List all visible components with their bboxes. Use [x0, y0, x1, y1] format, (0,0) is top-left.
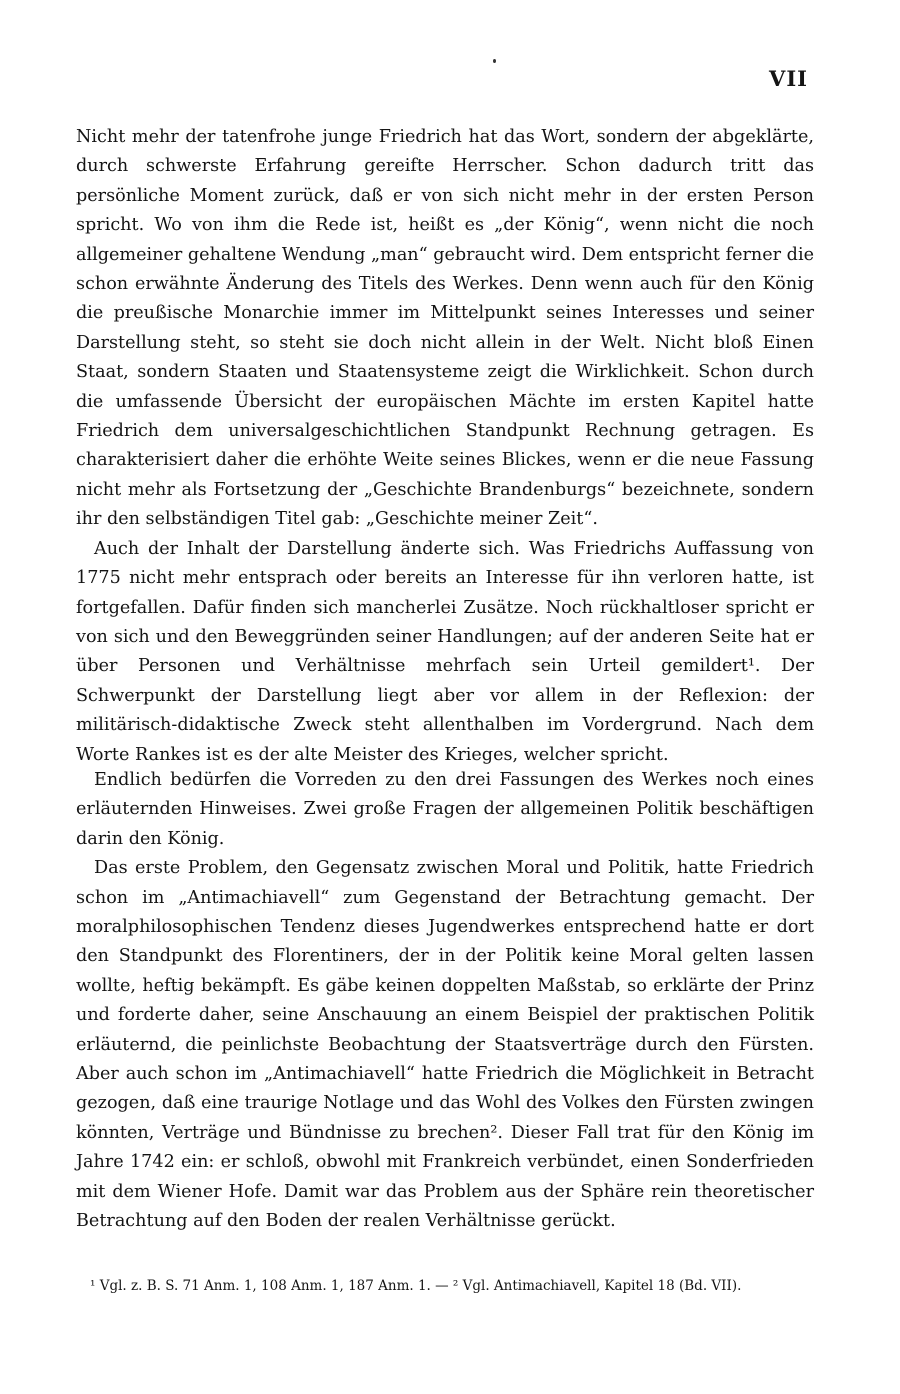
ink-speck	[493, 59, 496, 63]
paragraph: Das erste Problem, den Gegensatz zwischen Moral und Politik, hatte Friedrich schon im „Antimachiavell“ zum Gegenstand der Betrachtung gemacht. Der moralphilosophischen Tendenz dieses Jugendwerkes entsprechend hatte er dort den Standpunkt des Florentiners, der in der Politik keine Moral gelten lassen wollte, heftig bekämpft. Es gäbe keinen doppelten Maßstab, so erklärte der Prinz und forderte daher, seine Anschauung an einem Beispiel der praktischen Politik erläuternd, die peinlichste Beobachtung der Staatsverträge durch den Fürsten. Aber auch schon im „Antimachiavell“ hatte Friedrich die Möglichkeit in Betracht gezogen, daß eine traurige Notlage und das Wohl des Volkes den Fürsten zwingen könnten, Verträge und Bündnisse zu brechen². Dieser Fall trat für den König im Jahre 1742 ein: er schloß, obwohl mit Frankreich verbündet, einen Sonderfrieden mit dem Wiener Hofe. Damit war das Problem aus der Sphäre rein theoretischer Betrachtung auf den Boden der realen Verhältnisse gerückt.	[76, 858, 814, 1232]
page-number: VII	[769, 66, 808, 91]
footnotes: ¹ Vgl. z. B. S. 71 Anm. 1, 108 Anm. 1, 187 Anm. 1. — ² Vgl. Antimachiavell, Kapitel 18 (Bd. VII).	[90, 1278, 742, 1294]
paragraph: Auch der Inhalt der Darstellung änderte sich. Was Friedrichs Auffassung von 1775 nicht mehr entsprach oder bereits an Interesse für ihn verloren hatte, ist fortgefallen. Dafür finden sich mancherlei Zusätze. Noch rückhaltloser spricht er von sich und den Beweggründen seiner Handlungen; auf der anderen Seite hat er über Personen und Verhältnisse mehrfach sein Urteil gemildert¹. Der Schwerpunkt der Darstellung liegt aber vor allem in der Reflexion: der militärisch-didaktische Zweck steht allenthalben im Vordergrund. Nach dem Worte Rankes ist es der alte Meister des Krieges, welcher spricht.	[76, 538, 814, 765]
text-block-lower	[76, 766, 814, 1237]
paragraph: Nicht mehr der tatenfrohe junge Friedrich hat das Wort, sondern der abgeklärte, durch schwerste Erfahrung gereifte Herrscher. Schon dadurch tritt das persönliche Moment zurück, daß er von sich nicht mehr in der ersten Person spricht. Wo von ihm die Rede ist, heißt es „der König“, wenn nicht die noch allgemeiner gehaltene Wendung „man“ gebraucht wird. Dem entspricht ferner die schon erwähnte Änderung des Titels des Werkes. Denn wenn auch für den König die preußische Monarchie immer im Mittelpunkt seines Interesses und seiner Darstellung steht, so steht sie doch nicht allein in der Welt. Nicht bloß Einen Staat, sondern Staaten und Staatensysteme zeigt die Wirklichkeit. Schon durch die umfassende Übersicht der europäischen Mächte im ersten Kapitel hatte Friedrich dem universalgeschichtlichen Standpunkt Rechnung getragen. Es charakterisiert daher die erhöhte Weite seines Blickes, wenn er die neue Fassung nicht mehr als Fortsetzung der „Geschichte Brandenburgs“ bezeichnete, sondern ihr den selbständigen Titel gab: „Geschichte meiner Zeit“.	[76, 127, 814, 530]
text-block-upper	[76, 123, 814, 770]
paragraph: Endlich bedürfen die Vorreden zu den drei Fassungen des Werkes noch eines erläuternden Hinweises. Zwei große Fragen der allgemeinen Politik beschäftigen darin den König.	[76, 770, 814, 849]
